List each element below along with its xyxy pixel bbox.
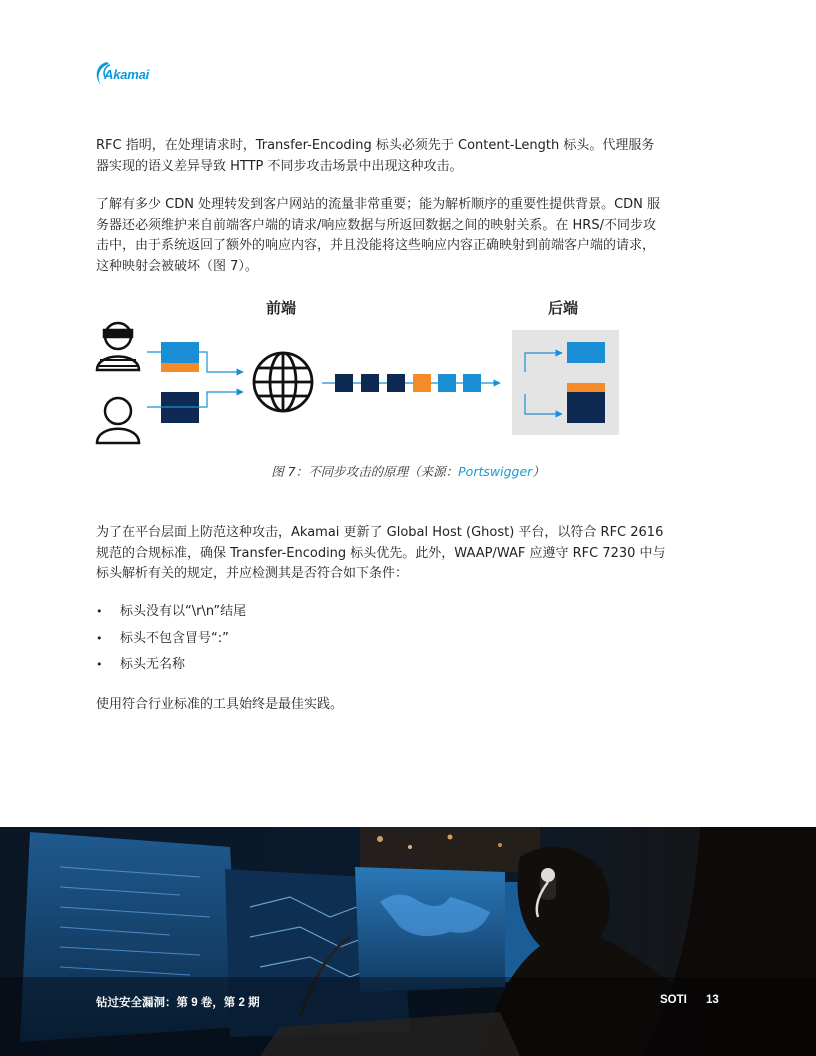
paragraph-cdn-mapping: 了解有多少 CDN 处理转发到客户网站的流量非常重要；能为解析顺序的重要性提供背景。CDN 服务器还必须维护来自前端客户端的请求/响应数据与所返回数据之间的映射关系。在 HRS/不同步攻击中，由于系统返回了额外的响应内容，并且没能将这些响应内容正确映射到前端客户端的请求，这种映射会被破坏（图 7）。 <box>96 197 661 274</box>
packet-5 <box>438 374 456 392</box>
user-icon <box>97 398 139 443</box>
paragraph-akamai-ghost: 为了在平台层面上防范这种攻击，Akamai 更新了 Global Host (Ghost) 平台，以符合 RFC 2616 规范的合规标准，确保 Transfer-Encoding 标头优先。此外，WAAP/WAF 应遵守 RFC 7230 中与标头解析有关的规定，并应检测其是否符合如下条件： <box>96 525 666 581</box>
footer-report-title: 钻过安全漏洞：第 9 卷，第 2 期 <box>96 997 260 1009</box>
list-item-text: 标头不包含冒号“:” <box>120 630 229 646</box>
caption-source-link[interactable]: Portswigger <box>458 464 533 479</box>
backend-block-navy <box>567 392 605 423</box>
packet-2 <box>361 374 379 392</box>
backend-block-blue <box>567 342 605 363</box>
packet-3 <box>387 374 405 392</box>
condition-list <box>96 602 246 682</box>
desync-diagram <box>0 290 816 450</box>
figure-caption <box>0 462 816 480</box>
attacker-request-orange <box>161 363 199 372</box>
attacker-icon <box>97 323 139 370</box>
bullet-marker: • <box>96 658 103 671</box>
security-operations-photo <box>0 827 816 1056</box>
paragraph-rfc-order: RFC 指明，在处理请求时，Transfer-Encoding 标头必须先于 Content-Length 标头。代理服务器实现的语义差异导致 HTTP 不同步攻击场景中出现这种攻击。 <box>96 138 655 174</box>
packet-1 <box>335 374 353 392</box>
frontend-label: 前端 <box>266 299 297 317</box>
page-number: 13 <box>706 994 719 1006</box>
list-item <box>96 629 246 656</box>
diagram-graphics <box>0 290 816 450</box>
globe-icon <box>254 353 312 411</box>
backend-label: 后端 <box>548 299 579 317</box>
packet-4 <box>413 374 431 392</box>
footer-photo-banner <box>0 827 816 1056</box>
footer-brand: SOTI <box>660 994 687 1006</box>
akamai-logo <box>93 58 163 92</box>
list-item <box>96 655 246 682</box>
list-item-text: 标头没有以“\r\n”结尾 <box>120 604 247 619</box>
bullet-marker: • <box>96 631 103 645</box>
backend-block-orange <box>567 383 605 392</box>
caption-prefix: 图 7：不同步攻击的原理（来源： <box>271 464 459 479</box>
list-item-text: 标头无名称 <box>120 657 186 672</box>
list-item <box>96 602 246 629</box>
packet-6 <box>463 374 481 392</box>
caption-suffix: ） <box>532 464 545 479</box>
bullet-marker: • <box>96 605 103 618</box>
logo-text: Akamai <box>104 67 150 82</box>
paragraph-best-practice: 使用符合行业标准的工具始终是最佳实践。 <box>96 697 344 712</box>
